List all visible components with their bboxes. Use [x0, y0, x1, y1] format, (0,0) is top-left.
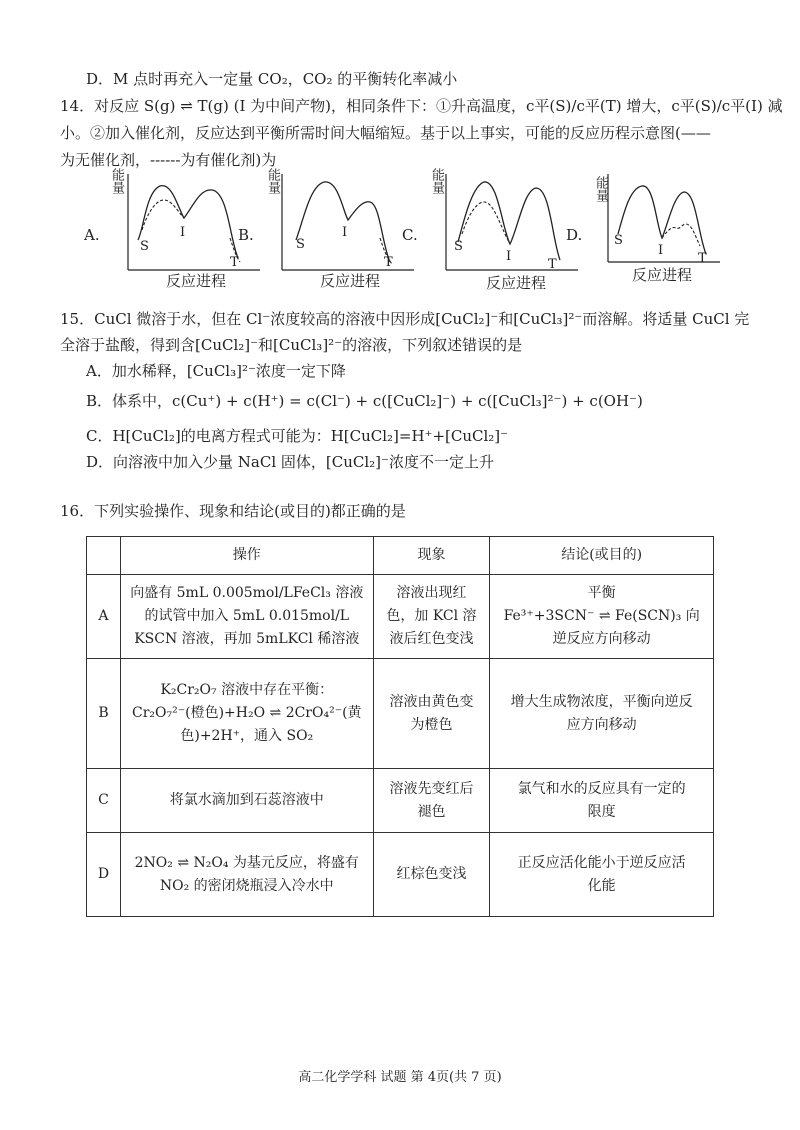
diagram-b-ylabel: 能量: [265, 168, 280, 194]
diagram-d-i: I: [658, 243, 664, 258]
header-phenomenon: 现象: [373, 537, 490, 575]
row-a-operation-line: 向盛有 5mL 0.005mol/LFeCl₃ 溶液: [130, 585, 364, 601]
row-b-phenomenon-line: 为橙色: [410, 716, 453, 733]
row-b-operation-line: K₂Cr₂O₇ 溶液中存在平衡：: [160, 682, 334, 698]
row-b-operation-line: Cr₂O₇²⁻(橙色)+H₂O ⇌ 2CrO₄²⁻(黄: [132, 705, 362, 721]
header-operation: 操作: [120, 537, 373, 575]
row-a-conclusion-line: 逆反应方向移动: [552, 631, 651, 647]
row-a-phenomenon-line: 色，加 KCl 溶: [386, 608, 477, 624]
diagram-d-s: S: [614, 233, 623, 248]
q15-option-a: A．加水稀释，[CuCl₃]²⁻浓度一定下降: [86, 362, 346, 380]
table-row-b: [87, 659, 714, 769]
row-a-operation-line: 的试管中加入 5mL 0.015mol/L: [144, 608, 350, 624]
row-a-phenomenon-line: 液后红色变浅: [389, 631, 474, 647]
row-d-label: D: [87, 833, 121, 917]
diagram-b-xlabel: 反应进程: [320, 272, 381, 290]
row-b-conclusion-line: 应方向移动: [566, 716, 637, 733]
header-conclusion: 结论(或目的): [490, 537, 714, 575]
q16-stem: 16．下列实验操作、现象和结论(或目的)都正确的是: [60, 502, 406, 520]
row-b-operation-line: 色)+2H⁺，通入 SO₂: [180, 728, 314, 744]
diagram-c-xlabel: 反应进程: [486, 274, 547, 292]
q15-stem-line2: 全溶于盐酸，得到含[CuCl₂]⁻和[CuCl₃]²⁻的溶液，下列叙述错误的是: [60, 336, 523, 354]
row-a-conclusion-line: Fe³⁺+3SCN⁻ ⇌ Fe(SCN)₃ 向: [503, 608, 700, 624]
diagram-a-ylabel: 能量: [109, 168, 124, 194]
row-c-label: C: [87, 769, 121, 833]
row-a-operation-line: KSCN 溶液，再加 5mLKCl 稀溶液: [134, 631, 360, 647]
row-c-phenomenon-line: 溶液先变红后: [389, 780, 474, 797]
diagram-a-s: S: [140, 239, 149, 254]
diagram-b-option-label: B.: [238, 226, 254, 244]
q15-stem-line1: 15．CuCl 微溶于水，但在 Cl⁻浓度较高的溶液中因形成[CuCl₂]⁻和[CuCl₃]²⁻而溶解。将适量 CuCl 完: [60, 310, 750, 328]
table-header-row: [87, 537, 714, 575]
diagram-a-i: I: [180, 225, 186, 240]
q15-option-b: B．体系中，c(Cu⁺) + c(H⁺) = c(Cl⁻) + c([CuCl₂]⁻) + c([CuCl₃]²⁻) + c(OH⁻): [86, 392, 643, 410]
row-a-phenomenon: [373, 575, 490, 659]
row-c-operation-line: 将氯水滴加到石蕊溶液中: [169, 792, 324, 808]
row-a-conclusion: [490, 575, 714, 659]
diagram-b-s: S: [296, 237, 305, 252]
diagram-d-xlabel: 反应进程: [632, 266, 693, 284]
row-a-label: A: [87, 575, 121, 659]
row-d-conclusion: [490, 833, 714, 917]
diagram-b-i: I: [342, 225, 348, 240]
q15-option-d: D．向溶液中加入少量 NaCl 固体，[CuCl₂]⁻浓度不一定上升: [86, 453, 494, 471]
q14-stem-line2: 小。②加入催化剂，反应达到平衡所需时间大幅缩短。基于以上事实，可能的反应历程示意图(——: [60, 124, 711, 142]
diagram-d-ylabel: 能量: [593, 176, 608, 202]
q14-stem-line3: 为无催化剂，------为有催化剂)为: [60, 151, 277, 169]
row-b-label: B: [87, 659, 121, 769]
row-a-conclusion-line: 平衡: [587, 585, 616, 601]
diagram-c-i: I: [506, 249, 512, 264]
diagram-a-t: T: [230, 255, 239, 270]
diagram-d-t: T: [698, 251, 707, 266]
row-c-phenomenon: [373, 769, 490, 833]
row-b-conclusion-line: 增大生成物浓度，平衡向逆反: [510, 693, 693, 710]
table-row-a: [87, 575, 714, 659]
diagram-a-option-label: A.: [84, 226, 100, 244]
row-d-operation-line: 2NO₂ ⇌ N₂O₄ 为基元反应，将盛有: [134, 854, 359, 871]
row-d-phenomenon: [373, 833, 490, 917]
row-d-conclusion-line: 正反应活化能小于逆反应活: [517, 854, 686, 871]
row-d-conclusion-line: 化能: [587, 877, 616, 894]
row-c-phenomenon-line: 褪色: [417, 803, 446, 820]
table-row-d: [87, 833, 714, 917]
q16-table: [86, 536, 714, 917]
diagram-d-option-label: D.: [566, 226, 583, 244]
row-c-conclusion-line: 氯气和水的反应具有一定的: [517, 780, 686, 797]
table-row-c: [87, 769, 714, 833]
diagram-c-option-label: C.: [402, 226, 418, 244]
q15-option-c: C．H[CuCl₂]的电离方程式可能为：H[CuCl₂]=H⁺+[CuCl₂]⁻: [86, 427, 509, 445]
row-a-phenomenon-line: 溶液出现红: [396, 585, 467, 601]
q14-stem-line1: 14．对反应 S(g) ⇌ T(g) (I 为中间产物)，相同条件下：①升高温度，c平(S)/c平(T) 增大，c平(S)/c平(I) 减: [60, 97, 783, 115]
diagram-a-xlabel: 反应进程: [166, 272, 227, 290]
row-c-conclusion: [490, 769, 714, 833]
row-d-phenomenon-line: 红棕色变浅: [396, 866, 467, 882]
q13-option-d: D．M 点时再充入一定量 CO₂，CO₂ 的平衡转化率减小: [86, 70, 458, 88]
diagram-c-s: S: [454, 239, 463, 254]
diagram-c-t: T: [548, 257, 557, 272]
row-a-operation: [120, 575, 373, 659]
diagram-c-ylabel: 能量: [429, 168, 444, 194]
row-b-phenomenon-line: 溶液由黄色变: [389, 693, 474, 710]
row-c-operation: [120, 769, 373, 833]
header-label: [87, 537, 121, 575]
row-b-conclusion: [490, 659, 714, 769]
row-d-operation-line: NO₂ 的密闭烧瓶浸入冷水中: [159, 877, 334, 894]
page-footer: 高二化学学科 试题 第 4页(共 7 页): [298, 1070, 502, 1085]
diagram-b-t: T: [384, 255, 393, 270]
row-b-operation: [120, 659, 373, 769]
row-b-phenomenon: [373, 659, 490, 769]
row-c-conclusion-line: 限度: [587, 803, 616, 820]
row-d-operation: [120, 833, 373, 917]
